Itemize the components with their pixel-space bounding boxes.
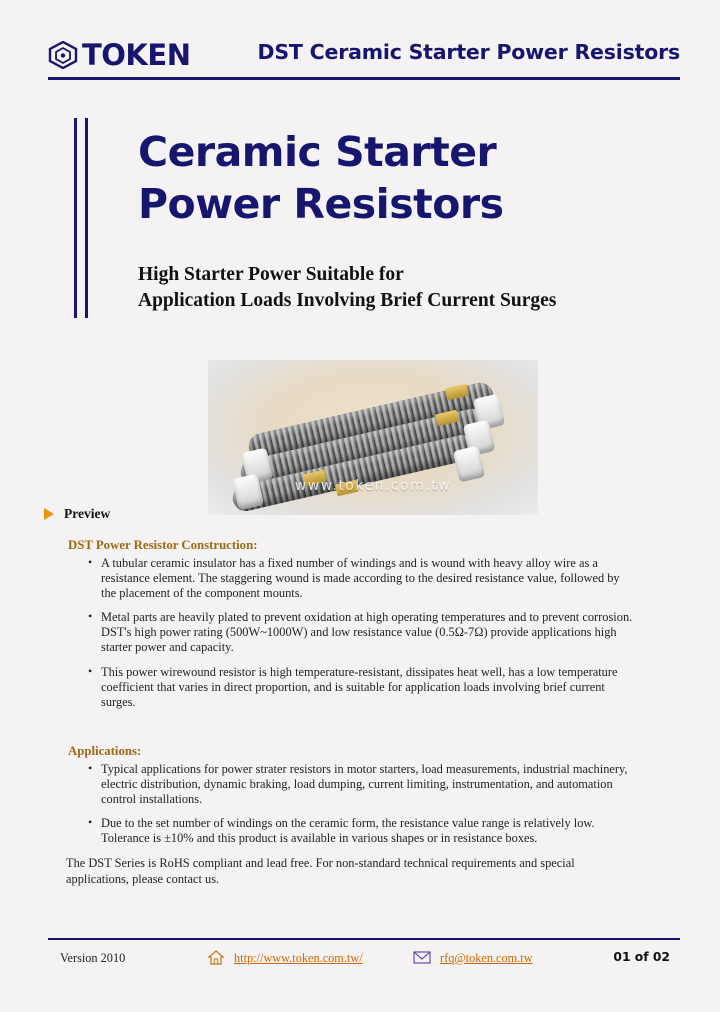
list-item: • Metal parts are heavily plated to prevent oxidation at high operating temperatures and to prevent corrosion. DST's high power rating (500W~1000W) and low resistance value (0.5Ω-7Ω) provide applications high starter power and capacity.: [88, 610, 634, 655]
version-label: Version 2010: [60, 951, 126, 965]
preview-label: Preview: [64, 506, 111, 521]
page-header: [48, 36, 680, 82]
photo-watermark: www.token.com.tw: [294, 478, 452, 494]
header-title: DST Ceramic Starter Power Resistors: [257, 40, 680, 64]
footer-divider: [48, 938, 680, 940]
page-title-line2: Power Resistors: [138, 180, 504, 228]
page-footer: [48, 948, 680, 972]
page-title: [138, 126, 504, 230]
token-hexagon-logo-icon: [48, 41, 78, 69]
page-number: 01 of 02: [613, 950, 670, 964]
title-accent-bars: [74, 118, 90, 318]
preview-section-header: [44, 506, 110, 522]
list-item: • Typical applications for power strater resistors in motor starters, load measurements, industrial machinery, electric distribution, dynamic braking, load dumping, current limiting, instrumentation, and automation control installations.: [88, 762, 634, 807]
section-heading-applications: Applications:: [68, 744, 142, 758]
email-link[interactable]: rfq@token.com.tw: [440, 951, 533, 965]
closing-paragraph: The DST Series is RoHS compliant and lead free. For non-standard technical requirements and special applications, please contact us.: [66, 856, 575, 886]
product-photo: [208, 360, 538, 515]
page-subtitle-line2: Application Loads Involving Brief Current Surges: [138, 290, 557, 311]
header-divider: [48, 77, 680, 80]
brand-logo[interactable]: [48, 38, 191, 72]
website-link[interactable]: http://www.token.com.tw/: [234, 951, 363, 965]
list-item: • Due to the set number of windings on the ceramic form, the resistance value range is relatively low. Tolerance is ±10% and this product is available in various shapes or in resistance boxes.: [88, 816, 634, 846]
construction-bullet-list: [88, 556, 634, 719]
envelope-icon: [413, 951, 431, 968]
page-title-line1: Ceramic Starter: [138, 128, 497, 176]
page-subtitle: [138, 262, 556, 314]
brand-logo-text: TOKEN: [82, 38, 191, 72]
triangle-right-icon: [44, 508, 54, 520]
list-item: • A tubular ceramic insulator has a fixed number of windings and is wound with heavy alloy wire as a resistance element. The staggering wound is made according to the desired resistance value, followed by the placement of the component mounts.: [88, 556, 634, 601]
applications-bullet-list: [88, 762, 634, 855]
home-icon: [208, 950, 224, 969]
section-heading-construction: DST Power Resistor Construction:: [68, 538, 258, 552]
page-subtitle-line1: High Starter Power Suitable for: [138, 264, 404, 285]
list-item: • This power wirewound resistor is high temperature-resistant, dissipates heat well, has a low temperature coefficient that varies in direct proportion, and is suitable for application loads involving brief current surges.: [88, 665, 634, 710]
